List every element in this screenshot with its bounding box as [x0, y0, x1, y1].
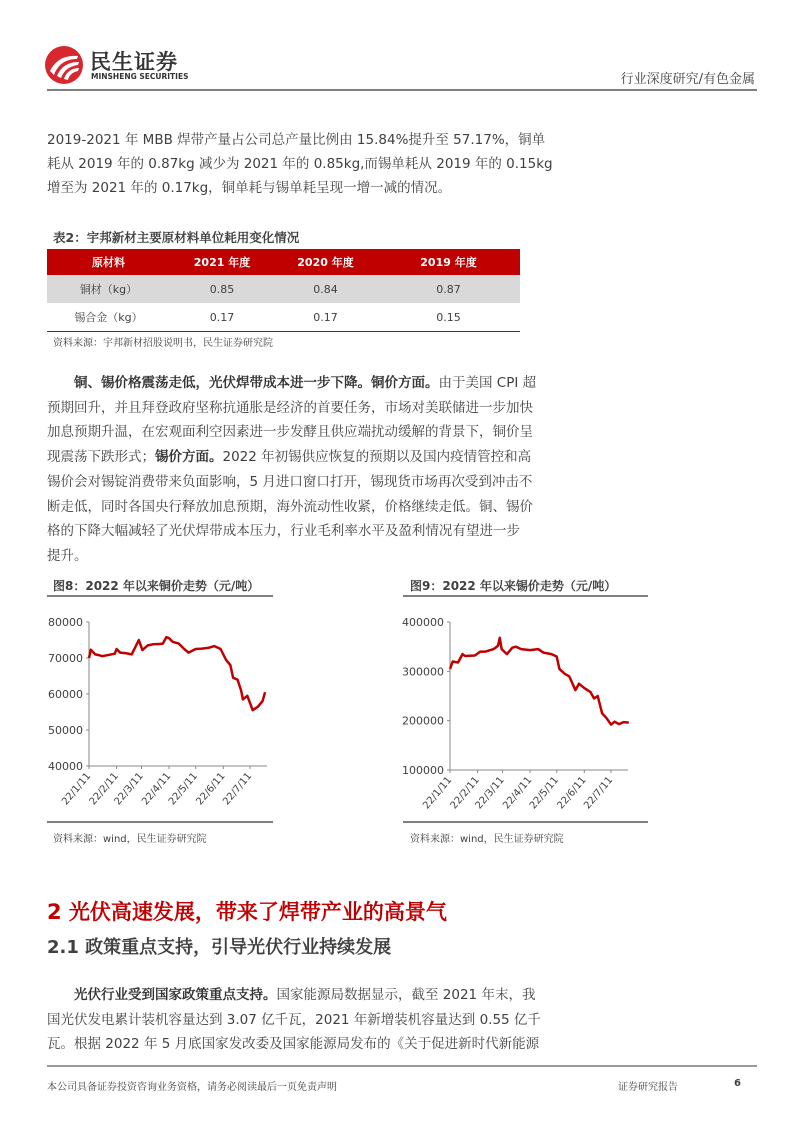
x-tick-label: 22/4/11 [501, 774, 535, 812]
text-line [47, 371, 537, 395]
text-line [47, 544, 520, 568]
table-cell: 0.15 [436, 310, 461, 324]
table-cell: 0.17 [313, 310, 338, 324]
text-line [47, 396, 533, 420]
text-span: 现震荡下跌形式； [47, 449, 155, 466]
chart-divider [403, 595, 648, 597]
x-tick-label: 22/2/11 [87, 770, 121, 808]
price-line [450, 638, 629, 725]
table-caption: 表2：宇邦新材主要原材料单位耗用变化情况 [53, 230, 300, 245]
text-span: 2019-2021 年 MBB 焊带产量占公司总产量比例由 15.84%提升至 57.17%，铜单 [47, 132, 546, 148]
table-cell: 锡合金（kg） [74, 311, 143, 324]
text-span: 2022 年初锡供应恢复的预期以及国内疫情管控和高 [222, 449, 532, 466]
text-span: 瓦。根据 2022 年 5 月底国家发改委及国家能源局发布的《关于促进新时代新能源 [47, 1036, 540, 1052]
x-tick-label: 22/5/11 [166, 770, 201, 808]
y-tick-label: 80000 [48, 616, 83, 629]
x-tick-label: 22/3/11 [473, 774, 507, 812]
table-cell: 0.84 [274, 275, 377, 303]
table-bottom-rule [47, 331, 520, 332]
chart-divider [403, 821, 648, 823]
footer-report-type: 证券研究报告 [618, 1082, 678, 1093]
section-heading: 2 光伏高速发展，带来了焊带产业的高景气 [47, 900, 447, 924]
text-span: 加息预期升温，在宏观面利空因素进一步发酵且供应端扰动缓解的背景下，铜价呈 [47, 424, 533, 441]
text-line [47, 420, 533, 444]
subsection-heading: 2.1 政策重点支持，引导光伏行业持续发展 [47, 937, 392, 958]
x-tick-label: 22/6/11 [194, 770, 228, 808]
text-span: 断走低，同时各国央行释放加息预期，海外流动性收紧，价格继续走低。铜、锡价 [47, 498, 533, 515]
text-line [47, 495, 533, 519]
chart-title-copper: 图8：2022 年以来铜价走势（元/吨） [53, 579, 260, 593]
report-category: 行业深度研究/有色金属 [620, 72, 755, 87]
text-line [47, 470, 533, 494]
bold-text: 铜、锡价格震荡走低，光伏焊带成本进一步下降。铜价方面。 [74, 375, 439, 391]
y-tick-label: 50000 [48, 724, 83, 737]
chart-source-copper: 资料来源：wind，民生证券研究院 [53, 834, 207, 845]
x-tick-label: 22/7/11 [582, 774, 616, 812]
column-header: 2021 年度 [170, 249, 274, 275]
y-tick-label: 70000 [48, 652, 83, 665]
y-tick-label: 60000 [48, 688, 83, 701]
bold-text: 光伏行业受到国家政策重点支持。 [74, 987, 277, 1003]
y-tick-label: 300000 [402, 665, 444, 679]
x-tick-label: 22/2/11 [448, 774, 482, 812]
tin-price-chart [380, 600, 650, 820]
text-line [47, 519, 520, 543]
table-cell: 0.85 [170, 275, 274, 303]
footer-divider [47, 1065, 757, 1067]
chart-divider [47, 821, 273, 823]
logo-english-name: MINSHENG SECURITIES [91, 72, 189, 81]
minsheng-logo-icon [44, 45, 84, 85]
text-line [47, 983, 536, 1007]
x-tick-label: 22/4/11 [140, 770, 174, 808]
chart-title-tin: 图9：2022 年以来锡价走势（元/吨） [410, 579, 617, 593]
logo-chinese-name: 民生证券 [90, 50, 178, 74]
column-header: 原材料 [47, 249, 170, 275]
table-source: 资料来源：宇邦新材招股说明书，民生证券研究院 [53, 338, 273, 349]
header-divider [47, 89, 757, 91]
text-line [47, 128, 546, 152]
text-span: 增至为 2021 年的 0.17kg，铜单耗与锡单耗呈现一增一减的情况。 [47, 180, 452, 196]
table-row [47, 275, 520, 303]
text-span: 提升。 [47, 547, 88, 564]
table-cell: 铜材（kg） [47, 275, 170, 303]
text-span: 由于美国 CPI 超 [438, 375, 537, 391]
table-cell: 0.17 [209, 310, 235, 324]
y-tick-label: 200000 [402, 714, 444, 728]
x-tick-label: 22/7/11 [221, 770, 255, 808]
raw-material-table [47, 249, 520, 331]
column-header: 2019 年度 [377, 249, 520, 275]
table-row [47, 303, 520, 331]
footer-disclaimer: 本公司具备证券投资咨询业务资格，请务必阅读最后一页免责声明 [47, 1082, 337, 1093]
text-line [47, 1008, 541, 1032]
text-line [47, 1032, 540, 1056]
chart-source-tin: 资料来源：wind，民生证券研究院 [410, 834, 564, 845]
text-span: 国家能源局数据显示，截至 2021 年末，我 [276, 987, 536, 1003]
price-line [89, 637, 265, 710]
x-tick-label: 22/5/11 [527, 774, 562, 812]
copper-price-chart [40, 600, 280, 820]
bold-text: 锡价方面。 [155, 449, 223, 466]
x-tick-label: 22/1/11 [421, 774, 455, 812]
x-tick-label: 22/1/11 [60, 770, 94, 808]
text-span: 预期回升，并且拜登政府坚称抗通胀是经济的首要任务，市场对美联储进一步加快 [47, 399, 533, 416]
table-cell: 0.87 [377, 275, 520, 303]
text-span: 格的下降大幅减轻了光伏焊带成本压力，行业毛利率水平及盈利情况有望进一步 [47, 523, 520, 540]
text-line [47, 152, 553, 176]
text-span: 国光伏发电累计装机容量达到 3.07 亿千瓦，2021 年新增装机容量达到 0.55 亿千 [47, 1011, 541, 1028]
table-header-row [47, 249, 520, 275]
x-tick-label: 22/3/11 [112, 770, 146, 808]
page-number: 6 [734, 1078, 741, 1089]
text-span: 耗从 2019 年的 0.87kg 减少为 2021 年的 0.85kg,而锡单耗从 2019 年的 0.15kg [47, 156, 553, 172]
y-tick-label: 100000 [402, 764, 444, 777]
column-header: 2020 年度 [274, 249, 377, 275]
y-tick-label: 40000 [48, 760, 83, 773]
y-tick-label: 400000 [402, 616, 444, 629]
text-line [47, 176, 520, 200]
chart-divider [47, 595, 273, 597]
text-span: 锡价会对锡锭消费带来负面影响，5 月进口窗口打开，锡现货市场再次受到冲击不 [47, 473, 533, 490]
x-tick-label: 22/6/11 [555, 774, 589, 812]
text-line [47, 445, 532, 469]
